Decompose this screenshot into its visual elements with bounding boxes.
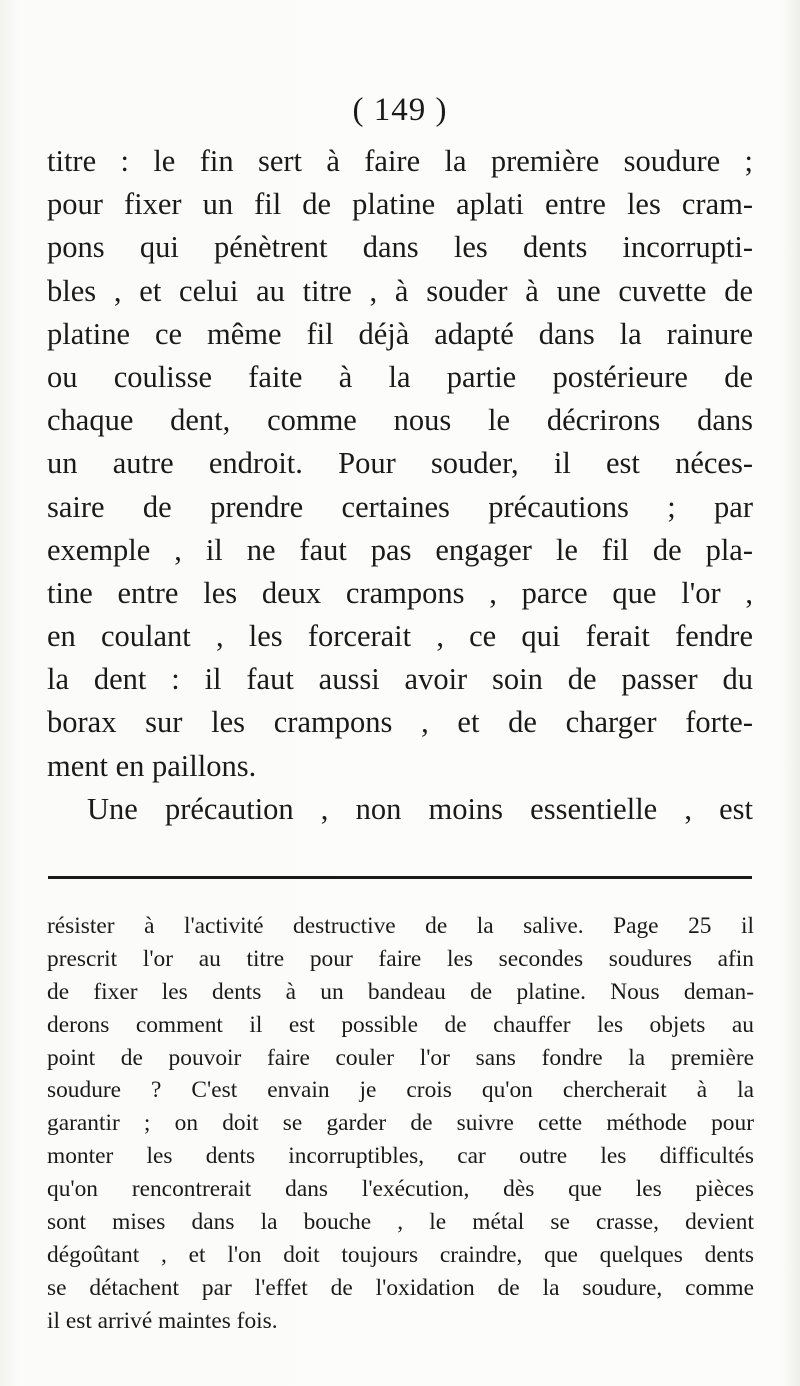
footnote-line: garantir ; on doit se garder de suivre cette méthode pour — [47, 1110, 754, 1137]
text-line: ou coulisse faite à la partie postérieure de — [47, 359, 753, 394]
footnote-line: derons comment il est possible de chauffer les objets au — [47, 1011, 754, 1038]
footnote-line: monter les dents incorruptibles, car outre les difficultés — [47, 1143, 754, 1170]
text-line: titre : le fin sert à faire la première soudure ; — [47, 144, 753, 178]
text-line: platine ce même fil déjà adapté dans la rainure — [47, 316, 753, 351]
footnote-line: qu'on rencontrerait dans l'exécution, dès que les pièces — [47, 1176, 754, 1203]
text-line: la dent : il faut aussi avoir soin de passer du — [47, 662, 753, 697]
footnote-line: dégoûtant , et l'on doit toujours craindre, que quelques dents — [47, 1241, 754, 1268]
footnote-line: il est arrivé maintes fois. — [47, 1307, 278, 1334]
text-line: bles , et celui au titre , à souder à une cuvette de — [47, 273, 753, 308]
text-line: chaque dent, comme nous le décrirons dans — [47, 403, 753, 438]
text-line: exemple , il ne faut pas engager le fil de pla- — [47, 532, 753, 567]
text-line: Une précaution , non moins essentielle , est — [87, 791, 753, 826]
footnote-text — [47, 910, 754, 1338]
text-line: en coulant , les forcerait , ce qui ferait fendre — [47, 619, 753, 654]
text-line: un autre endroit. Pour souder, il est néces- — [47, 446, 753, 481]
text-line: saire de prendre certaines précautions ; par — [47, 489, 753, 524]
text-line: pons qui pénètrent dans les dents incorrupti- — [47, 230, 753, 265]
footnote-line: point de pouvoir faire couler l'or sans fondre la première — [47, 1044, 754, 1071]
text-line: borax sur les crampons , et de charger forte- — [47, 705, 753, 740]
footnote-line: résister à l'activité destructive de la salive. Page 25 il — [47, 913, 754, 939]
main-text — [47, 140, 753, 831]
footnote-separator-rule — [48, 876, 752, 879]
text-line: pour fixer un fil de platine aplati entre les cram- — [47, 187, 753, 222]
text-line: ment en paillons. — [47, 748, 257, 783]
footnote-line: soudure ? C'est envain je crois qu'on chercherait à la — [47, 1077, 754, 1104]
footnote-line: se détachent par l'effet de l'oxidation de la soudure, comme — [47, 1274, 754, 1301]
footnote-line: prescrit l'or au titre pour faire les secondes soudures afin — [47, 945, 754, 972]
page-number: ( 149 ) — [352, 92, 448, 128]
footnote-line: sont mises dans la bouche , le métal se crasse, devient — [47, 1209, 754, 1236]
text-line: tine entre les deux crampons , parce que l'or , — [47, 575, 753, 610]
footnote-line: de fixer les dents à un bandeau de platine. Nous deman- — [47, 978, 754, 1005]
